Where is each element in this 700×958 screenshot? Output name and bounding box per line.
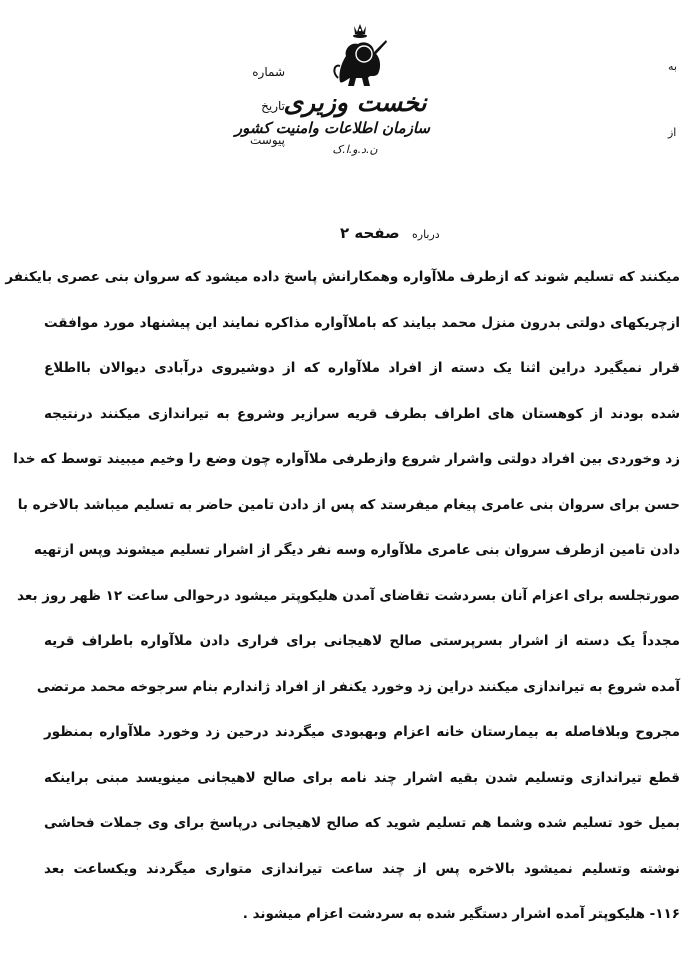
body-line: آمده شروع به تیراندازی میکنند دراین زد وخورد یکنفر از افراد ژاندارم بنام سرجوخه محمد مرتضی: [36, 678, 680, 695]
date-label: تاریخ: [261, 99, 285, 113]
from-label: از: [668, 126, 677, 139]
letter-body: [5, 262, 680, 945]
body-line: بمیل خود تسلیم شده وشما هم تسلیم شوید که صالح لاهیجانی درپاسخ برای وی جملات فحاشی: [44, 815, 680, 831]
page-number: صفحه ۲: [340, 224, 400, 242]
body-line: میکنند که تسلیم شوند که ازطرف ملاآواره وهمکارانش پاسخ داده میشود که سروان بنی عصری بایکنفر: [5, 269, 680, 285]
body-line: دادن تامین ازطرف سروان بنی عامری ملاآواره وسه نفر دیگر از اشرار تسلیم میشوند وپس ازتهیه: [33, 542, 680, 558]
body-line: حسن برای سروان بنی عامری پیغام میفرستد که پس از دادن تامین حاضر به تسلیم میباشد بالاخره با: [17, 496, 680, 513]
body-line-last: ۱۱۶- هلیکوپتر آمده اشرار دستگیر شده به سردشت اعزام میشوند .: [242, 906, 680, 922]
body-line: زد وخوردی بین افراد دولتی واشرار شروع وازطرفی ملاآواره چون وضع را وخیم میبیند توسط که خدا: [13, 451, 680, 467]
body-line: شده بودند از کوهستان های اطراف بطرف قریه سرازیر وشروع به تیراندازی میکنند درنتیجه: [44, 405, 680, 422]
to-label: به: [668, 60, 677, 73]
body-line: ازچریکهای دولتی بدرون منزل محمد بیایند که باملاآواره مذاکره نمایند این پیشنهاد مورد موافقت: [44, 314, 680, 331]
org-code: ن.د.و.ا.ک: [332, 143, 378, 156]
body-line: صورتجلسه برای اعزام آنان بسردشت تقاضای آمدن هلیکوپتر میشود درحوالی ساعت ۱۲ ظهر روز بعد: [17, 587, 680, 604]
subject-label: درباره: [412, 228, 440, 241]
org-title: نخست وزیری: [283, 88, 427, 117]
body-line: قرار نمیگیرد دراین اثنا یک دسته از افراد ملاآواره که از دوشیروی درآبادی دیوالان بااطلاع: [44, 360, 680, 376]
body-line: مجروح وبلافاصله به بیمارستان خانه اعزام وبهبودی میگردند درحین زد وخورد ملاآواره بمنظور: [44, 724, 680, 740]
attachment-label: پیوست: [250, 133, 285, 147]
lion-and-sun-emblem-icon: [330, 22, 390, 90]
body-line: مجدداً یک دسته از اشرار بسرپرستی صالح لاهیجانی برای فراری دادن ملاآواره باطراف قریه: [44, 633, 680, 649]
header-fields: [230, 55, 285, 157]
number-label: شماره: [252, 65, 285, 79]
body-line: نوشته وتسلیم نمیشود بالاخره پس از چند ساعت تیراندازی متواری میگردند ویکساعت بعد: [44, 860, 680, 877]
body-line: قطع تیراندازی وتسلیم شدن بقیه اشرار چند نامه برای صالح لاهیجانی مینویسد مبنی براینکه: [44, 769, 680, 786]
org-subtitle: سازمان اطلاعات وامنیت کشور: [234, 119, 430, 137]
